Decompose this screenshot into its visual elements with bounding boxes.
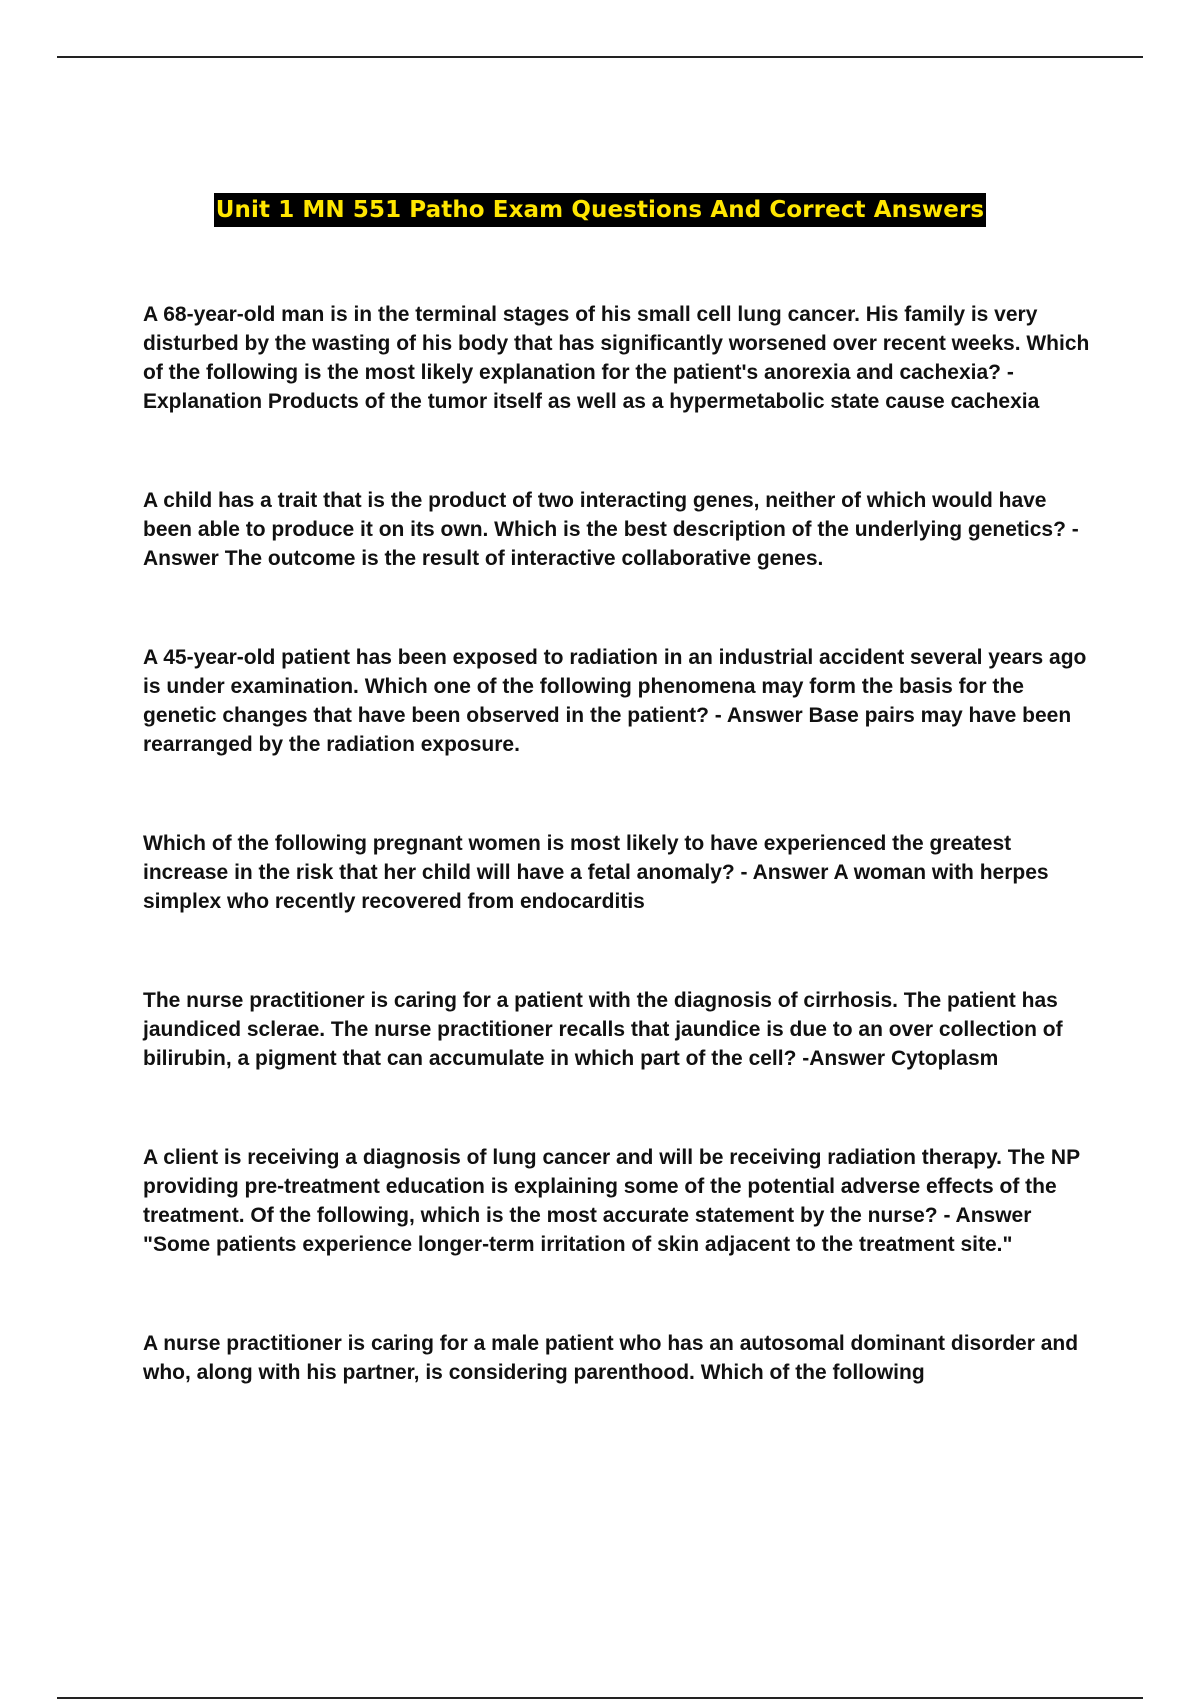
question-text: A nurse practitioner is caring for a male patient who has an autosomal dominant disorder and who, along with his partner, is considering parenthood. Which of the following — [143, 1332, 1079, 1384]
qa-item — [143, 1143, 1098, 1259]
question-text: Which of the following pregnant women is most likely to have experienced the greatest increase in the risk that her child will have a fetal anomaly? — [143, 832, 1012, 884]
qa-item — [143, 486, 1098, 573]
top-divider — [57, 56, 1143, 58]
answer-text: - Explanation Products of the tumor itself as well as a hypermetabolic state cause cachexia — [143, 361, 1040, 413]
qa-item — [143, 643, 1098, 759]
title-block — [0, 193, 1200, 227]
question-text: A 68-year-old man is in the terminal stages of his small cell lung cancer. His family is very disturbed by the wasting of his body that has significantly worsened over recent weeks. Which of the following is the most likely explanation for the patient's anorexia and cachexia? — [143, 303, 1090, 384]
answer-text: - Answer The outcome is the result of interactive collaborative genes. — [143, 518, 1079, 570]
answer-text: - Answer A woman with herpes simplex who recently recovered from endocarditis — [143, 861, 1049, 913]
qa-item — [143, 1329, 1098, 1387]
answer-text: - Answer Base pairs may have been rearranged by the radiation exposure. — [143, 704, 1072, 756]
answer-text: -Answer Cytoplasm — [796, 1047, 999, 1070]
qa-item — [143, 986, 1098, 1073]
answer-text: - Answer "Some patients experience longer-term irritation of skin adjacent to the treatment site." — [143, 1204, 1032, 1256]
question-text: The nurse practitioner is caring for a patient with the diagnosis of cirrhosis. The patient has jaundiced sclerae. The nurse practitioner recalls that jaundice is due to an over collection of bilirubin, a pigment that can accumulate in which part of the cell? — [143, 989, 1063, 1070]
question-text: A child has a trait that is the product of two interacting genes, neither of which would have been able to produce it on its own. Which is the best description of the underlying genetics? — [143, 489, 1066, 541]
qa-list — [143, 300, 1098, 1457]
document-title: Unit 1 MN 551 Patho Exam Questions And Correct Answers — [214, 193, 986, 227]
question-text: A 45-year-old patient has been exposed to radiation in an industrial accident several years ago is under examination. Which one of the following phenomena may form the basis for the genetic changes that have been observed in the patient? — [143, 646, 1087, 727]
qa-item — [143, 829, 1098, 916]
bottom-divider — [57, 1697, 1143, 1699]
qa-item — [143, 300, 1098, 416]
question-text: A client is receiving a diagnosis of lung cancer and will be receiving radiation therapy. The NP providing pre-treatment education is explaining some of the potential adverse effects of the treatment. Of the following, which is the most accurate statement by the nurse? — [143, 1146, 1080, 1227]
